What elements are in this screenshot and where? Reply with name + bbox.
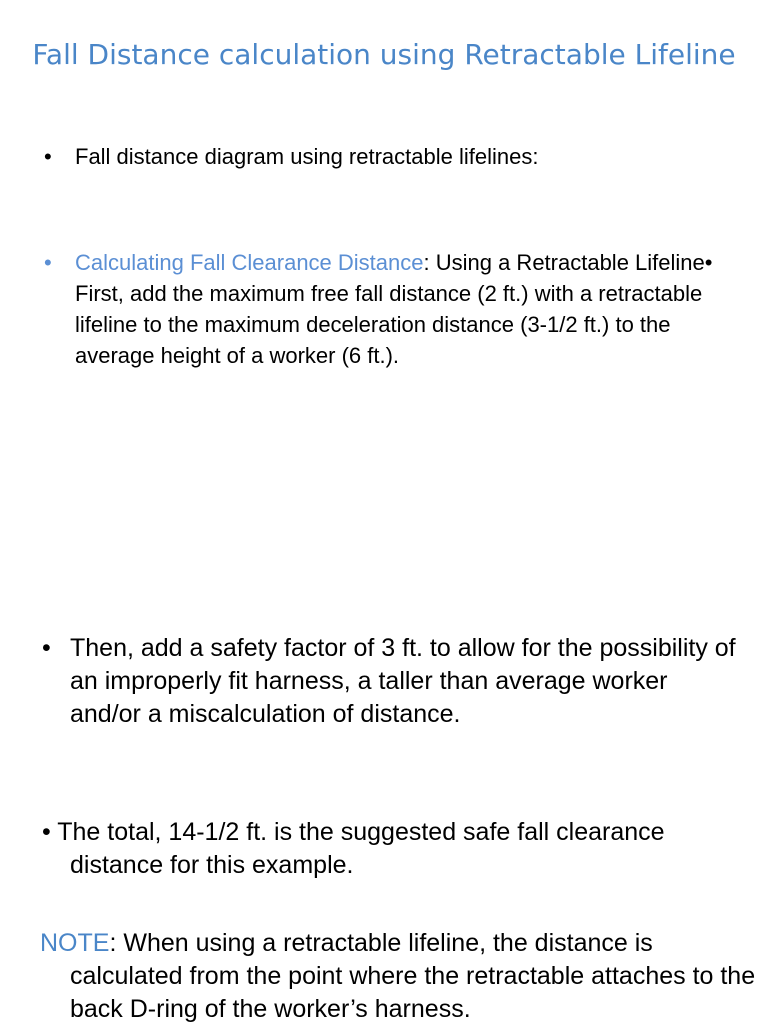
- note-text: : When using a retractable lifeline, the distance is calculated from the point where the retractable attaches to the back D-ring of the worker’s harness.: [70, 929, 756, 1023]
- bullet-calculating-clearance: [44, 247, 734, 371]
- note-label: NOTE: [40, 929, 110, 957]
- note-paragraph: [40, 927, 760, 1026]
- note-text-wrapper: [40, 927, 760, 1026]
- bullet-total: [42, 816, 742, 882]
- slide-title: Fall Distance calculation using Retractable Lifeline: [32, 38, 736, 71]
- bullet-text: Then, add a safety factor of 3 ft. to allow for the possibility of an improperly fit harness, a taller than average worker and/or a miscalculation of distance.: [70, 634, 736, 728]
- bullet-diagram-intro: [44, 141, 734, 172]
- bullet-text-wrapper: [44, 247, 734, 371]
- bullet-text: Fall distance diagram using retractable lifelines:: [75, 144, 539, 169]
- bullet-marker: •: [42, 634, 51, 662]
- bullet-safety-factor: [42, 632, 742, 731]
- bullet-text: • The total, 14-1/2 ft. is the suggested safe fall clearance distance for this example.: [42, 818, 665, 879]
- highlight-link-text[interactable]: Calculating Fall Clearance Distance: [75, 250, 424, 275]
- bullet-marker: •: [44, 250, 52, 275]
- bullet-marker: •: [44, 144, 52, 169]
- bullet-text: : Using a Retractable Lifeline• First, add the maximum free fall distance (2 ft.) with a retractable lifeline to the maximum deceleration distance (3-1/2 ft.) to the average height of a worker (6 ft.).: [75, 250, 713, 368]
